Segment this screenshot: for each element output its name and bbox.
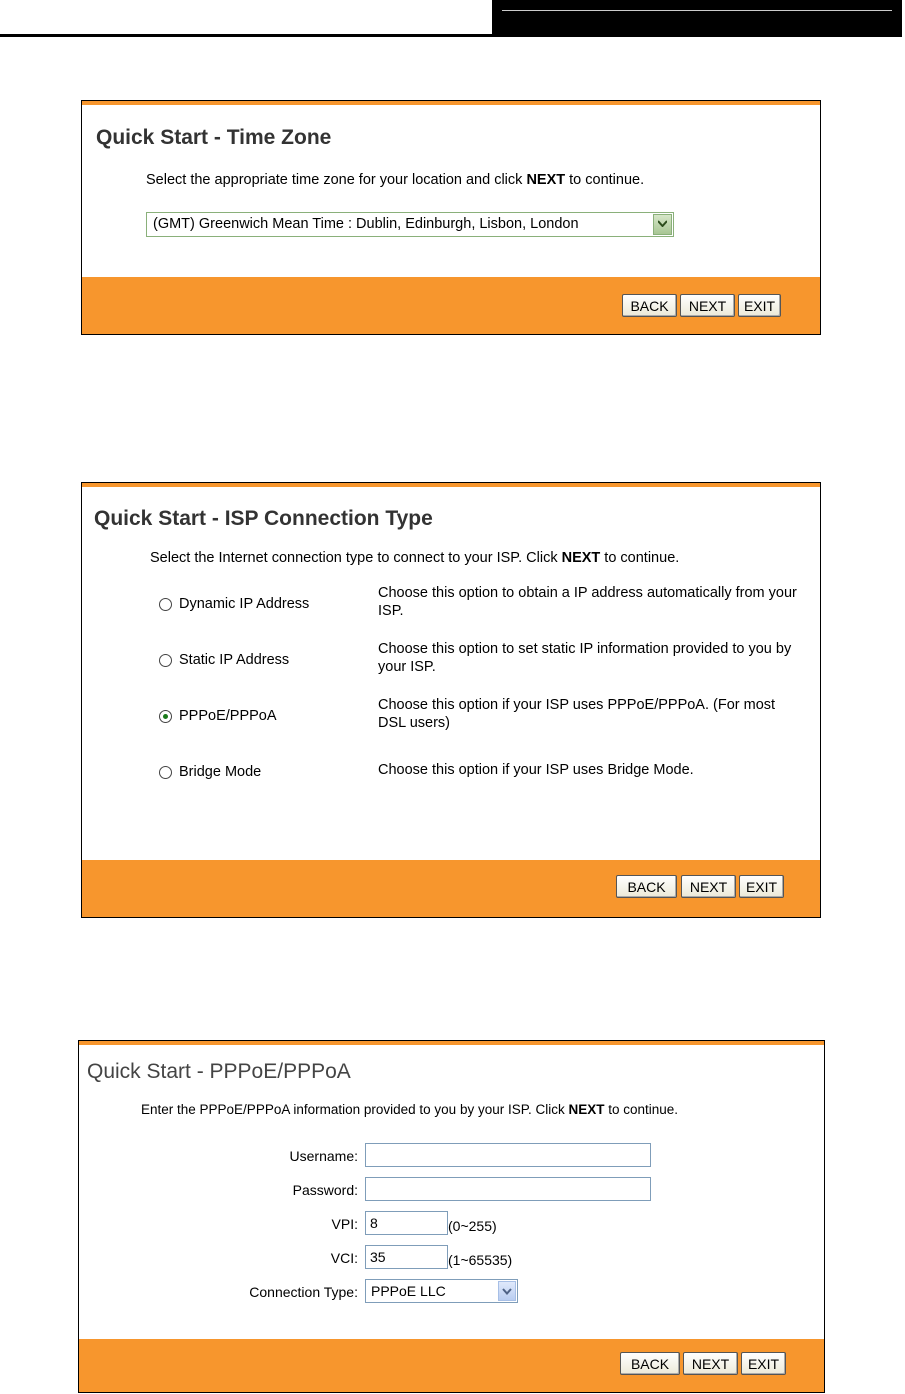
exit-button[interactable]: EXIT <box>739 875 784 898</box>
timezone-select[interactable] <box>146 212 674 237</box>
vpi-input[interactable] <box>365 1211 448 1235</box>
panel-footer <box>79 1339 824 1392</box>
back-button[interactable]: BACK <box>622 294 677 317</box>
username-input[interactable] <box>365 1143 651 1167</box>
radio-bridge-mode[interactable] <box>159 766 172 779</box>
timezone-select-value: (GMT) Greenwich Mean Time : Dublin, Edinburgh, Lisbon, London <box>153 216 579 232</box>
header-bar <box>492 0 902 37</box>
page-title: Quick Start - Time Zone <box>96 126 332 149</box>
option-label: Bridge Mode <box>179 764 262 780</box>
connection-type-label: Connection Type: <box>249 1284 358 1300</box>
panel-top-bar <box>82 101 820 105</box>
option-label: Dynamic IP Address <box>179 596 310 612</box>
panel-top-bar <box>79 1041 824 1045</box>
username-label: Username: <box>289 1148 358 1164</box>
panel-top-bar <box>82 483 820 487</box>
option-label: Static IP Address <box>179 652 290 668</box>
option-description: Choose this option if your ISP uses PPPoE/PPPoA. (For most DSL users) <box>378 697 776 731</box>
back-button[interactable]: BACK <box>616 875 677 898</box>
panel-footer <box>82 277 820 334</box>
vci-label: VCI: <box>330 1250 358 1266</box>
instruction-text: Select the Internet connection type to connect to your ISP. Click NEXT to continue. <box>150 550 680 566</box>
radio-dynamic-ip[interactable] <box>159 598 172 611</box>
chevron-down-icon[interactable] <box>653 214 672 235</box>
connection-type-select[interactable] <box>365 1279 518 1303</box>
chevron-down-icon[interactable] <box>498 1281 516 1301</box>
exit-button[interactable]: EXIT <box>741 1352 786 1375</box>
option-label: PPPoE/PPPoA <box>179 708 277 724</box>
vpi-range-hint: (0~255) <box>448 1218 497 1234</box>
isp-connection-panel <box>81 482 821 918</box>
next-button[interactable]: NEXT <box>683 1352 738 1375</box>
vci-range-hint: (1~65535) <box>448 1252 513 1268</box>
header-rule <box>0 34 492 37</box>
page-title: Quick Start - ISP Connection Type <box>94 507 433 530</box>
password-label: Password: <box>292 1182 358 1198</box>
pppoe-panel <box>78 1040 825 1393</box>
vci-input[interactable] <box>365 1245 448 1269</box>
next-button[interactable]: NEXT <box>680 294 735 317</box>
time-zone-panel <box>81 100 821 335</box>
next-button[interactable]: NEXT <box>681 875 736 898</box>
instruction-text: Select the appropriate time zone for your location and click NEXT to continue. <box>146 172 645 188</box>
option-description: Choose this option if your ISP uses Bridge Mode. <box>378 762 694 778</box>
radio-static-ip[interactable] <box>159 654 172 667</box>
page-title: Quick Start - PPPoE/PPPoA <box>87 1060 351 1083</box>
back-button[interactable]: BACK <box>620 1352 680 1375</box>
password-input[interactable] <box>365 1177 651 1201</box>
connection-type-value: PPPoE LLC <box>371 1283 446 1299</box>
option-description: Choose this option to obtain a IP address automatically from your ISP. <box>378 585 797 619</box>
radio-pppoe-pppoa[interactable] <box>159 710 172 723</box>
panel-footer <box>82 860 820 917</box>
exit-button[interactable]: EXIT <box>738 294 781 317</box>
option-description: Choose this option to set static IP information provided to you by your ISP. <box>378 641 792 675</box>
vpi-label: VPI: <box>331 1216 358 1232</box>
instruction-text: Enter the PPPoE/PPPoA information provided to you by your ISP. Click NEXT to continue. <box>141 1102 679 1117</box>
